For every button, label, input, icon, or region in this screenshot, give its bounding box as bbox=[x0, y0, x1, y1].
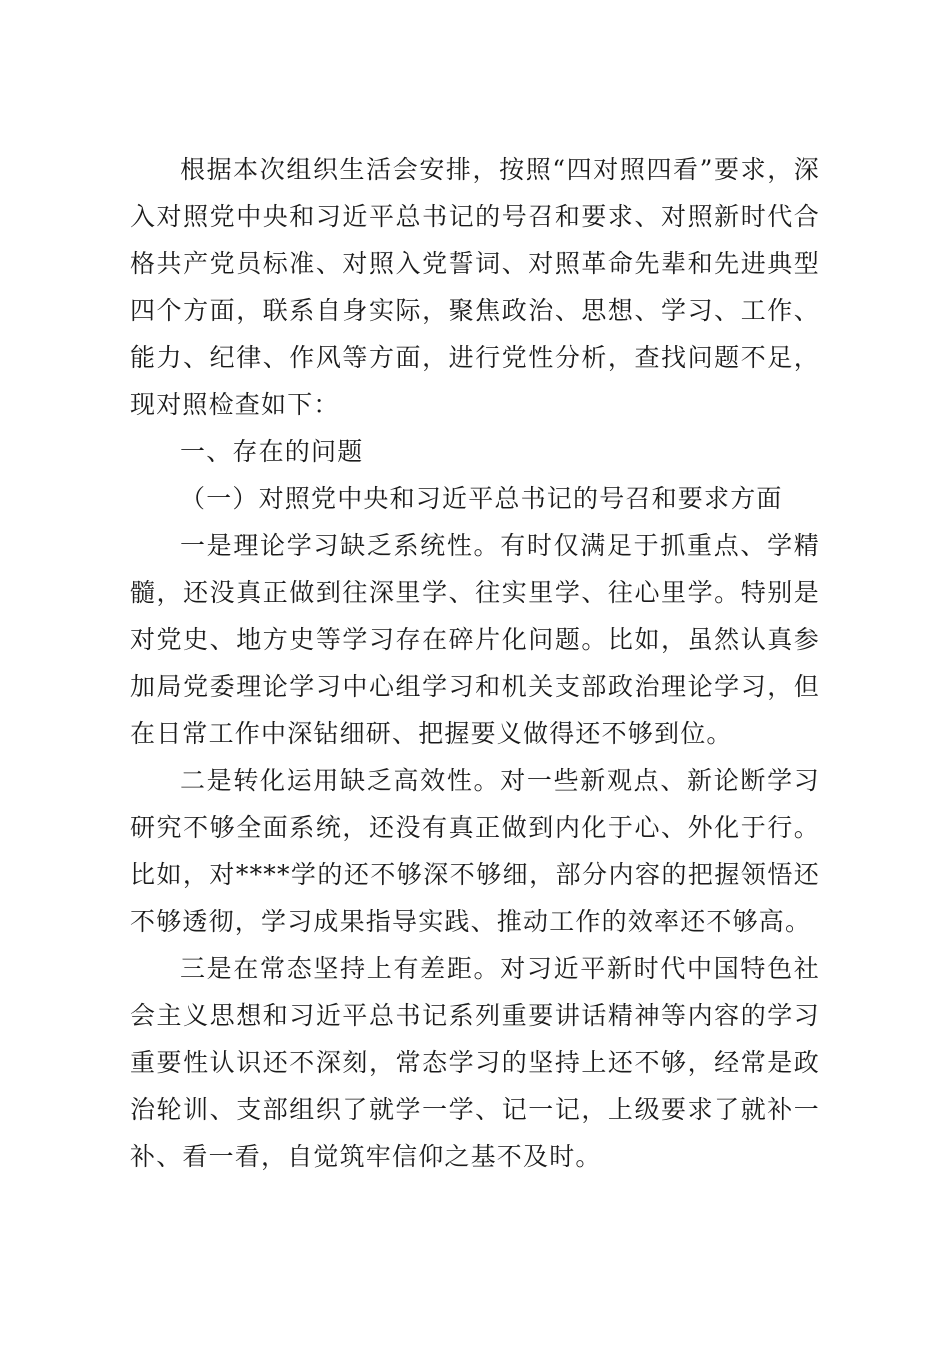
subsection-heading: （一）对照党中央和习近平总书记的号召和要求方面 bbox=[180, 484, 783, 513]
body-paragraph: 一是理论学习缺乏系统性。有时仅满足于抓重点、学精髓，还没真正做到往深里学、往实里学、往心里学。特别是对党史、地方史等学习存在碎片化问题。比如，虽然认真参加局党委理论学习中心组学习和机关支部政治理论学习，但在日常工作中深钻细研、把握要义做得还不够到位。 bbox=[130, 531, 820, 748]
section-heading: 一、存在的问题 bbox=[180, 437, 364, 466]
body-paragraph: 二是转化运用缺乏高效性。对一些新观点、新论断学习研究不够全面系统，还没有真正做到内化于心、外化于行。比如，对****学的还不够深不够细，部分内容的把握领悟还不够透彻，学习成果指导实践、推动工作的效率还不够高。 bbox=[130, 766, 820, 936]
document-body bbox=[130, 146, 820, 1180]
intro-paragraph: 根据本次组织生活会安排，按照“四对照四看”要求，深入对照党中央和习近平总书记的号召和要求、对照新时代合格共产党员标准、对照入党誓词、对照革命先辈和先进典型四个方面，联系自身实际，聚焦政治、思想、学习、工作、能力、纪律、作风等方面，进行党性分析，查找问题不足，现对照检查如下： bbox=[130, 155, 820, 419]
body-paragraph: 三是在常态坚持上有差距。对习近平新时代中国特色社会主义思想和习近平总书记系列重要讲话精神等内容的学习重要性认识还不深刻，常态学习的坚持上还不够，经常是政治轮训、支部组织了就学一学、记一记，上级要求了就补一补、看一看，自觉筑牢信仰之基不及时。 bbox=[130, 954, 820, 1171]
